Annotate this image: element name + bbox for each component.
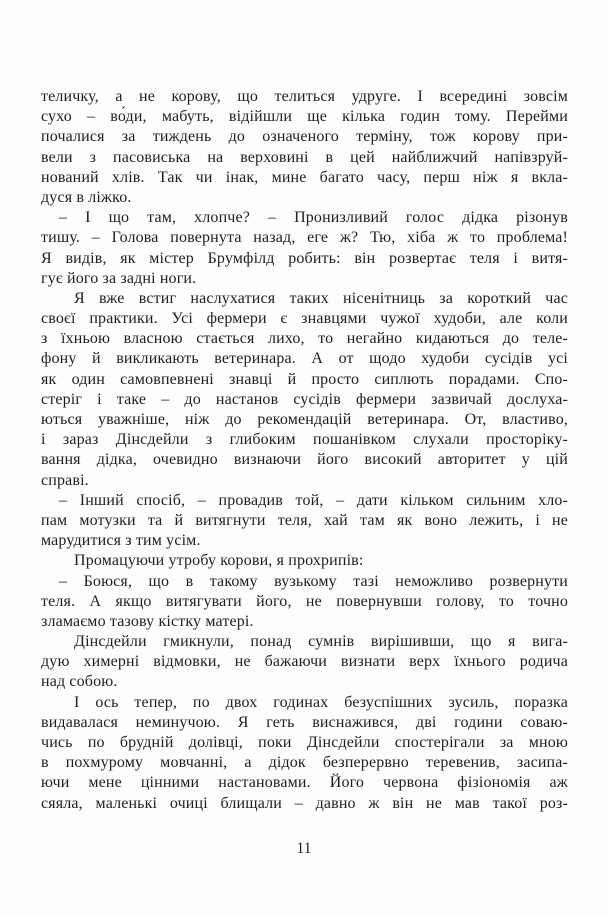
text-line: дуся в ліжко. [41,188,132,206]
text-line: сухо – во́ди, мабуть, відійшли ще кілька годин тому. Перейми [41,108,568,126]
text-column [41,87,568,814]
text-line: справі. [41,471,89,489]
text-line: ючи мене цінними настановами. Його червона фізіономія аж [41,774,568,792]
text-line: Я видів, як містер Брумфілд робить: він розвертає теля і витя- [41,249,568,267]
text-line: над собою. [41,673,118,691]
text-line: – Боюся, що в такому вузькому тазі неможливо розвернути [59,572,568,590]
text-line: з їхньою власною стається лихо, то негайно кидаються до теле- [41,330,568,348]
text-line: марудитися з тим усім. [41,532,201,550]
text-line: видавалася неминучою. Я геть виснажився, дві години соваю- [41,713,568,731]
paragraph [41,572,568,633]
text-line: ються уважніше, ніж до рекомендацій ветеринара. От, властиво, [41,411,568,428]
text-line: як один самовпевнені знавці й просто сиплють порадами. Спо- [41,370,568,388]
text-line: зламаємо тазову кістку матері. [41,612,254,630]
text-line: вели з пасовиська на верховині в цей найближчий напівзруй- [41,148,568,166]
paragraph [41,289,568,491]
text-line: вання дідка, очевидно визнаючи його високий авторитет у цій [41,451,568,469]
text-line: гує його за задні ноги. [41,269,197,287]
text-line: Дінсдейли гмикнули, понад сумнів вирішивши, що я вига- [74,633,568,651]
text-line: своєї практики. Усі фермери є знавцями чужої худоби, але коли [41,310,568,328]
text-line: фону й викликають ветеринара. А от щодо худоби сусідів усі [41,350,568,368]
text-line: і зараз Дінсдейли з глибоким пошанівком слухали просторіку- [41,431,568,449]
paragraph [41,632,568,693]
text-line: І ось тепер, по двох годинах безуспішних зусиль, поразка [74,693,568,711]
paragraph [41,551,568,571]
text-line: почалися за тиждень до означеного терміну, тож корову при- [41,128,568,146]
text-line: в похмурому мовчанні, а дідок безперервно теревенив, засипа- [41,754,568,772]
paragraph [41,208,568,289]
paragraph [41,693,568,814]
paragraph [41,87,568,208]
page-number: 11 [296,840,312,857]
text-line: сяяла, маленькі очиці блищали – давно ж він не мав такої роз- [41,794,568,812]
text-line: чись по брудній долівці, поки Дінсдейли спостерігали за мною [41,734,568,751]
text-line: пам мотузки та й витягнути теля, хай там як воно лежить, і не [41,511,568,529]
text-line: – І що там, хлопче? – Пронизливий голос дідка різонув [59,209,568,227]
text-line: Промацуючи утробу корови, я прохрипів: [74,552,364,570]
text-line: стеріг і таке – до настанов сусідів фермери зазвичай дослуха- [41,390,568,408]
text-line: тишу. – Голова повернута назад, еге ж? Тю, хіба ж то проблема! [41,229,568,247]
text-line: нований хлів. Так чи інак, мине багато часу, перш ніж я вкла- [41,168,568,186]
text-line: теля. А якщо витягувати його, не повернувши голову, то точно [41,592,568,610]
text-line: дую химерні відмовки, не бажаючи визнати верх їхнього родича [41,653,568,671]
text-line: теличку, а не корову, що телиться удруге. І всередині зовсім [41,88,568,105]
text-line: – Інший спосіб, – провадив той, – дати кільком сильним хло- [59,491,568,509]
text-line: Я вже встиг наслухатися таких нісенітниць за короткий час [74,289,568,307]
paragraph [41,491,568,552]
